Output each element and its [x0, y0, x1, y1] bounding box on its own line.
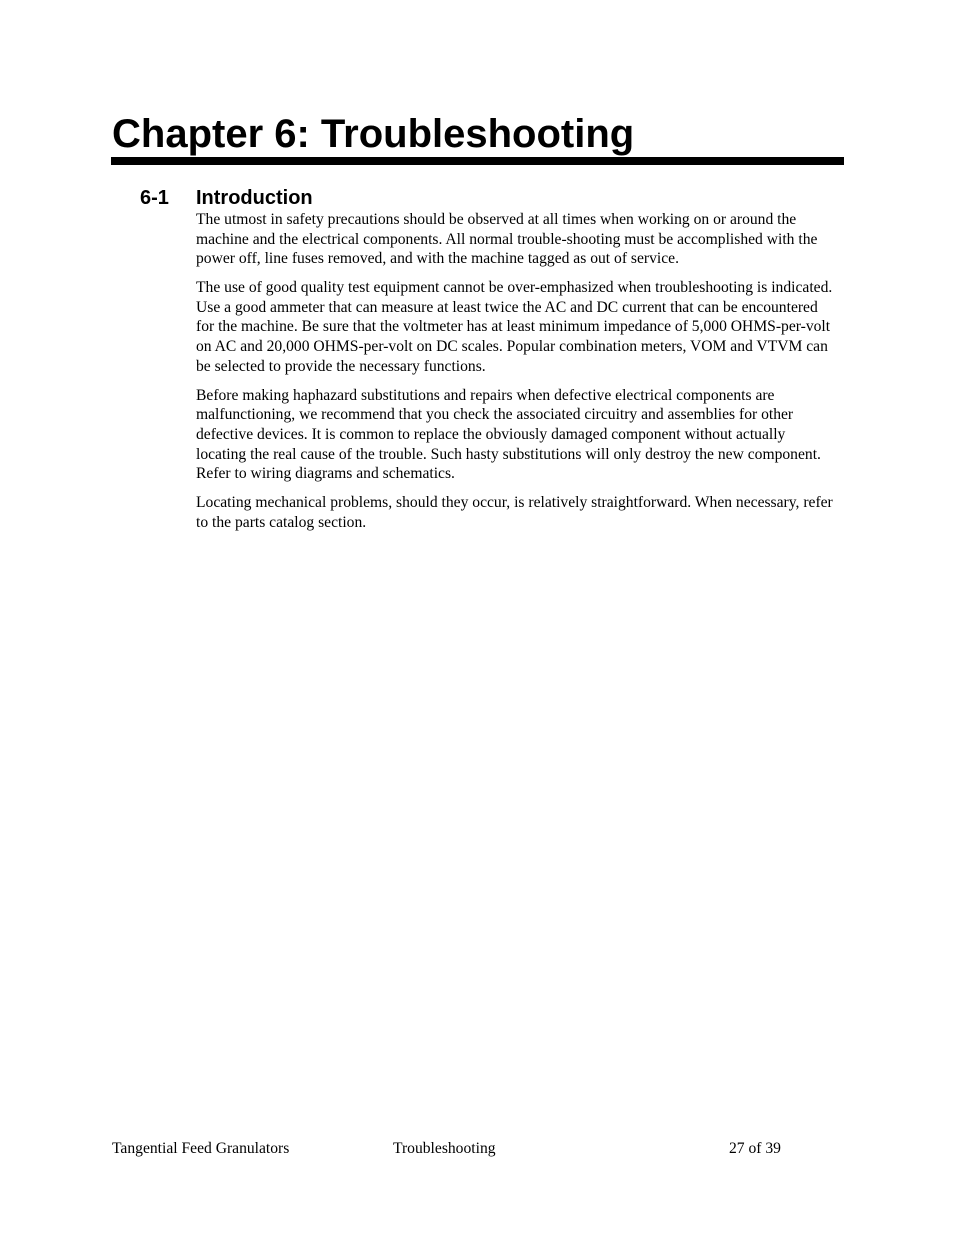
- section-body: [196, 210, 836, 542]
- paragraph-substitutions: Before making haphazard substitutions and repairs when defective electrical components are malfunctioning, we recommend that you check the associated circuitry and assemblies for other defective devices. It is common to replace the obviously damaged component without actually locating the real cause of the trouble. Such hasty substitutions will only destroy the new component. Refer to wiring diagrams and schematics.: [196, 386, 821, 483]
- footer-page-number: 27 of 39: [729, 1140, 781, 1157]
- section-number: 6-1: [140, 187, 169, 209]
- paragraph-test-equipment: The use of good quality test equipment cannot be over-emphasized when troubleshooting is indicated. Use a good ammeter that can measure at least twice the AC and DC current that can be encountered for the machine. Be sure that the voltmeter has at least minimum impedance of 5,000 OHMS-per-volt on AC and 20,000 OHMS-per-volt on DC scales. Popular combination meters, VOM and VTVM can be selected to provide the necessary functions.: [196, 279, 833, 375]
- chapter-title: Chapter 6: Troubleshooting: [112, 112, 635, 156]
- chapter-title-rule: [111, 157, 844, 165]
- page-footer: [0, 1139, 954, 1159]
- footer-document-title: Tangential Feed Granulators: [112, 1140, 290, 1157]
- footer-chapter-name: Troubleshooting: [393, 1140, 496, 1157]
- section-heading: [140, 185, 313, 211]
- paragraph-safety: The utmost in safety precautions should be observed at all times when working on or around the machine and the electrical components. All normal trouble-shooting must be accomplished with the power off, line fuses removed, and with the machine tagged as out of service.: [196, 211, 818, 268]
- paragraph-mechanical: Locating mechanical problems, should they occur, is relatively straightforward. When necessary, refer to the parts catalog section.: [196, 494, 833, 531]
- section-title: Introduction: [196, 187, 313, 209]
